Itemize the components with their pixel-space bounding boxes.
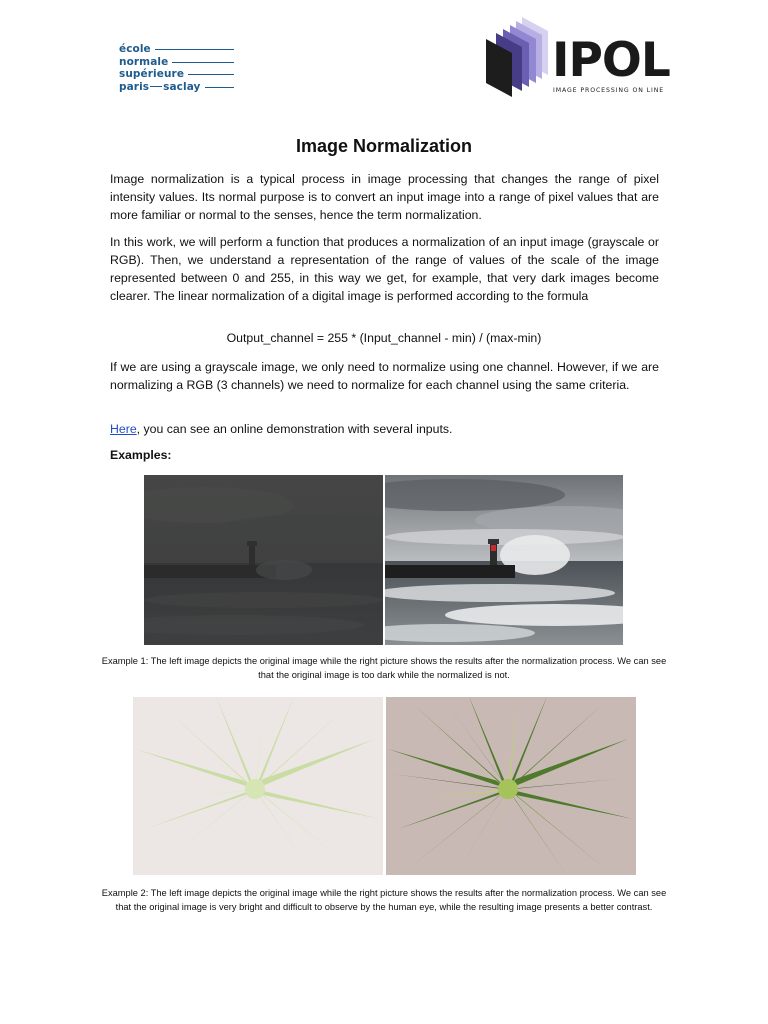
ipol-wordmark: IPOL (552, 33, 670, 88)
example1-caption: Example 1: The left image depicts the original image while the right picture shows the results after the normalization process. We can see that the original image is too dark while the normalized is not. (101, 656, 667, 680)
page-title: Image Normalization (295, 136, 473, 156)
ens-paris-saclay-logo: école normale supérieure paris saclay (119, 43, 234, 95)
demo-link-description: , you can see an online demonstration with several inputs. (136, 422, 453, 436)
example1-normalized-image (385, 475, 623, 645)
paragraph-demo (110, 420, 659, 438)
example1-original-image (144, 475, 383, 645)
example2-caption: Example 2: The left image depicts the original image while the right picture shows the results after the normalization process. We can see that the original image is very bright and difficult to observe by the human eye, while the resulting image presents a better contrast. (101, 888, 667, 912)
demo-link[interactable]: Here (110, 422, 137, 436)
ipol-tagline: IMAGE PROCESSING ON LINE (553, 87, 665, 94)
example2-normalized-image (386, 697, 636, 875)
normalization-formula: Output_channel = 255 * (Input_channel - min) / (max-min) (226, 331, 542, 345)
ipol-logo (484, 17, 670, 99)
paragraph-intro: Image normalization is a typical process in image processing that changes the range of pixel intensity values. Its normal purpose is to convert an input image into a range of pixel values that are more familiar or normal to the senses, hence the term normalization. (110, 172, 659, 222)
examples-heading: Examples: (110, 448, 172, 462)
example2-original-image (133, 697, 383, 875)
paragraph-channels: If we are using a grayscale image, we only need to normalize using one channel. However, if we are normalizing a RGB (3 channels) we need to normalize for each channel using the same criteria. (110, 360, 659, 392)
paragraph-method: In this work, we will perform a function that produces a normalization of an input image (grayscale or RGB). Then, we understand a representation of the range of values of the scale of the image represented between 0 and 255, in this way we get, for example, that very dark images become clearer. The linear normalization of a digital image is performed according to the formula (110, 235, 659, 303)
ipol-layers-icon (484, 17, 554, 99)
